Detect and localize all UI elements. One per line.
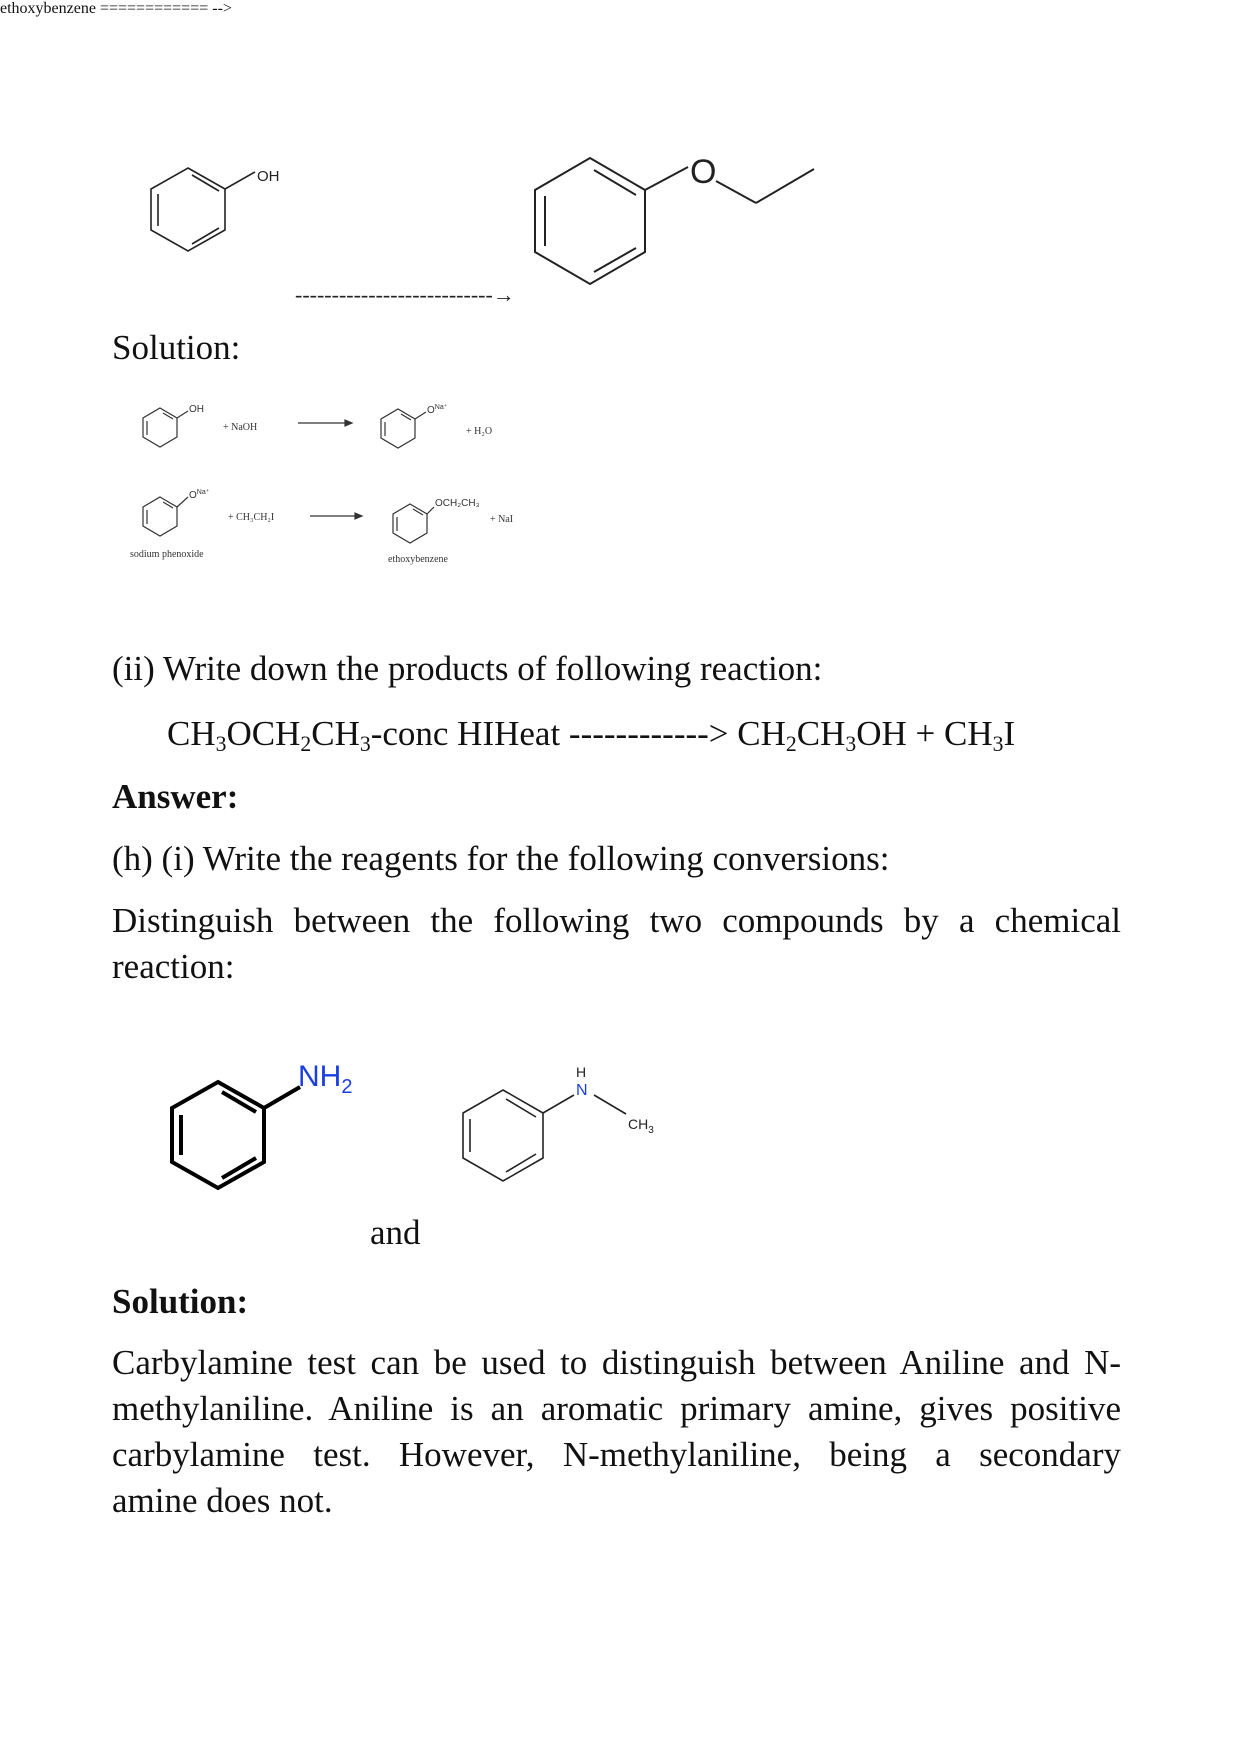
amine-structures [0,1040,1241,1200]
phenol-structure [151,168,255,251]
distinguish-line-2: reaction: [112,947,235,986]
scheme-phenoxide-ring-1 [381,409,426,448]
equation-right: $CH_2CH_3OH + CH_3I$ [737,714,1016,757]
equation-left: $CH_3OCH_2CH_3$-conc HIHeat [167,714,561,757]
solution-paragraph-line-1: Carbylamine test can be used to distinguish between Aniline and N- [112,1343,1121,1382]
scheme-plus-naoh: + NaOH [223,422,258,433]
scheme-plus-ch3ch2i: + CH₃CH₂I [228,512,275,523]
n-methylaniline-structure [463,1090,626,1181]
solution-paragraph-line-3: carbylamine test. However, N-methylaniline, being a secondary [112,1435,1121,1474]
scheme-phenoxide-ring-2 [143,497,188,536]
distinguish-line-1: Distinguish between the following two compounds by a chemical [112,901,1121,940]
scheme-phenol-ring [143,408,188,447]
solution-label-1: Solution: [112,328,241,367]
scheme-ona-label-1: $O^{Na^+}$ [427,404,448,416]
scheme-plus-h2o: + H₂O [466,426,493,437]
reaction-arrow: ---------------------------→ [295,282,515,307]
solution-paragraph-line-4: amine does not. [112,1481,333,1520]
scheme-oh-label: OH [189,404,204,415]
williamson-scheme [0,395,1241,575]
scheme-plus-nai: + NaI [490,514,514,525]
n-methylaniline-h-label: H [576,1064,587,1080]
aniline-structure [172,1082,300,1188]
phenol-oh-label: OH [257,168,280,185]
ethoxybenzene-structure [535,158,814,284]
scheme-ethoxybenzene-ring [393,504,434,543]
solution-label-2: Solution: [112,1282,249,1321]
and-text: and [370,1213,421,1252]
reaction-equation [167,711,1015,757]
answer-label: Answer: [112,777,239,816]
top-scheme [0,0,1241,330]
solution-paragraph-line-2: methylaniline. Aniline is an aromatic primary amine, gives positive [112,1389,1121,1428]
caption-ethoxybenzene: ethoxybenzene [388,554,448,565]
scheme-och2ch3-label: OCH₂CH₃ [435,498,480,509]
ether-oxygen-label: O [690,153,717,191]
aniline-nh2-label: $NH_2$ [298,1060,353,1098]
question-ii: (ii) Write down the products of following reaction: [112,649,823,688]
scheme-ona-label-2: $O^{Na^+}$ [189,489,210,501]
equation-arrow: ------------> [568,714,729,753]
question-h-i: (h) (i) Write the reagents for the following conversions: [112,839,890,878]
n-methylaniline-n-label: N [576,1082,588,1099]
caption-sodium-phenoxide: sodium phenoxide [130,549,204,560]
n-methylaniline-ch3-label: $CH_3$ [628,1116,654,1136]
